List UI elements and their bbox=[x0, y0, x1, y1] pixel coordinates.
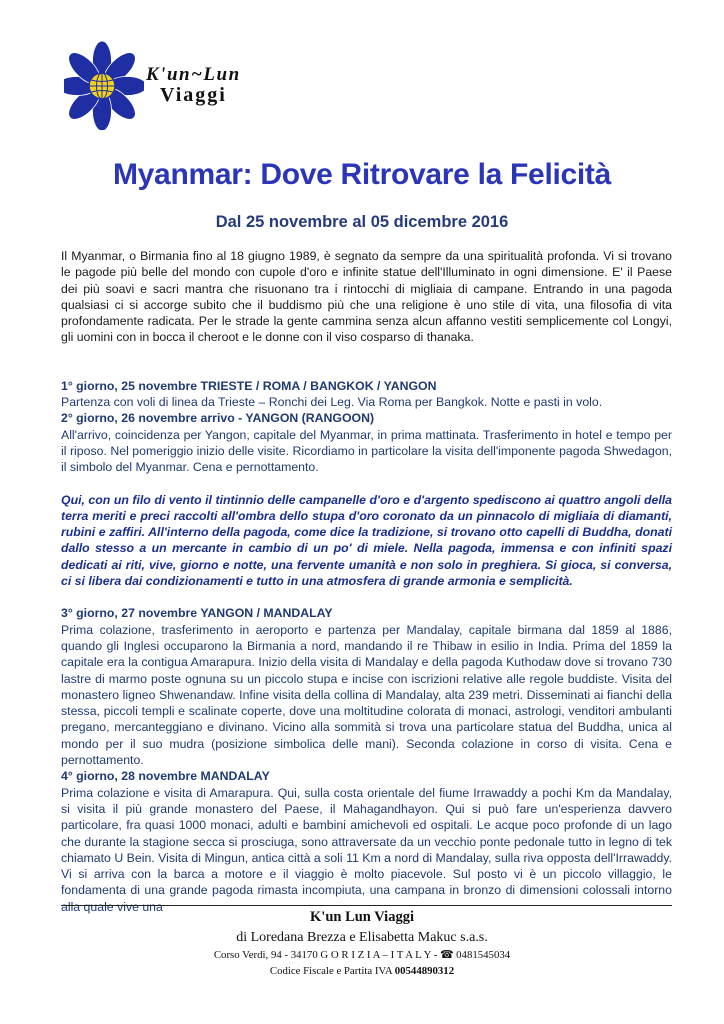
day-3-title: 3° giorno, 27 novembre YANGON / MANDALAY bbox=[61, 606, 333, 621]
logo-text-line1: K'un~Lun bbox=[146, 64, 241, 85]
day-1-body: Partenza con voli di linea da Trieste – Ronchi dei Leg. Via Roma per Bangkok. Notte e pasti in volo. bbox=[61, 395, 603, 410]
day-2-body: All'arrivo, coincidenza per Yangon, capitale del Myanmar, in prima mattinata. Trasferimento in hotel e tempo per il riposo. Nel pomeriggio inizio delle visite. Ricordiamo in particolare la visita dell'imponente pagoda Shwedagon, il simbolo del Myanmar. Cena e pernottamento. bbox=[61, 427, 672, 475]
company-logo bbox=[64, 40, 264, 130]
day-4-title: 4° giorno, 28 novembre MANDALAY bbox=[61, 769, 270, 784]
page-title: Myanmar: Dove Ritrovare la Felicità bbox=[112, 158, 612, 191]
footer-tax-line bbox=[0, 963, 724, 979]
telephone-icon: ☎ bbox=[440, 949, 454, 961]
day-3-body: Prima colazione, trasferimento in aeroporto e partenza per Mandalay, capitale birmana dal 1859 al 1886, quando gli Inglesi occuparono la Birmania a nord, mandando il re Thibaw in esilio in India. Prima del 1859 la capitale era la contigua Amarapura. Inizio della visita di Mandalay e della pagoda Kuthodaw dove si trovano 730 lastre di marmo poste ognuna su un piccolo stupa e incise con iscrizioni relative alle regole buddiste. Visita del monastero ligneo Shwenandaw. Infine visita della collina di Mandalay, alta 239 metri. Disseminati ai fianchi della stessa, piccoli templi e scalinate coperte, dove una moltitudine colorata di monaci, astrologi, venditori ambulanti pregano, mercanteggiano e divinano. Vicino alla sommità si trova una particolare statua del Buddha, unica al mondo per il suo mudra (posizione simbolica delle mani). Seconda colazione in corso di visita. Cena e pernottamento. bbox=[61, 622, 672, 768]
flower-logo-icon bbox=[64, 40, 144, 130]
spacer bbox=[61, 362, 672, 378]
footer-owners: di Loredana Brezza e Elisabetta Makuc s.a.s. bbox=[236, 930, 488, 945]
document-body bbox=[61, 248, 672, 915]
footer-tax-number: 00544890312 bbox=[394, 965, 455, 977]
footer-divider bbox=[61, 905, 672, 906]
shwedagon-quote: Qui, con un filo di vento il tintinnio delle campanelle d'oro e d'argento spediscono ai quattro angoli della terra meriti e preci raccolti all'ombra dello stupa d'oro coronato da un pinnacolo di migliaia di diamanti, rubini e zaffiri. All'interno della pagoda, come dice la tradizione, si trovano otto capelli di Buddha, donati dallo stesso a un mercante in cambio di un po' di miele. Nella pagoda, immensa e con infiniti spazi dedicati ai riti, vive, giorno e notte, una fervente umanità e non solo in preghiera. Si gioca, si conversa, ci si libera dai condizionamenti e tutto in una atmosfera di grande armonia e semplicità. bbox=[61, 492, 672, 589]
day-1-title: 1° giorno, 25 novembre TRIESTE / ROMA / BANGKOK / YANGON bbox=[61, 378, 437, 393]
day-4-body: Prima colazione e visita di Amarapura. Qui, sulla costa orientale del fiume Irrawaddy a pochi Km da Mandalay, si visita il più grande monastero del Paese, il Mahagandhayon. Qui si può fare un'esperienza davvero particolare, fra quasi 1000 monaci, adulti e bambini amichevoli ed ospitali. Le acque poco profonde di un lago che durante la stagione secca si prosciuga, sono attraversate da un vecchio ponte pedonale tutto in legno di tek chiamato U Bein. Visita di Mingun, antica città a soli 11 Km a nord di Mandalay, sulla riva opposta dell'Irrawaddy. Vi si arriva con la barca a motore e il viaggio è molto piacevole. Sul posto vi è un piccolo villaggio, le fondamenta di una grande pagoda rimasta incompiuta, una campana in bronzo di dimensioni colossali intorno alla quale vive una bbox=[61, 785, 672, 914]
footer-tax-label: Codice Fiscale e Partita IVA bbox=[269, 965, 395, 977]
footer-address: Corso Verdi, 94 - 34170 G O R I Z I A – I T A L Y - bbox=[213, 949, 438, 961]
day-2-title: 2° giorno, 26 novembre arrivo - YANGON (RANGOON) bbox=[61, 411, 375, 426]
spacer bbox=[61, 589, 672, 605]
spacer bbox=[61, 476, 672, 492]
footer-address-line bbox=[0, 947, 724, 963]
footer-company-name: K'un Lun Viaggi bbox=[310, 909, 414, 925]
date-subtitle: Dal 25 novembre al 05 dicembre 2016 bbox=[215, 213, 509, 231]
logo-text-line2: Viaggi bbox=[160, 84, 227, 106]
intro-paragraph: Il Myanmar, o Birmania fino al 18 giugno 1989, è segnato da sempre da una spiritualità profonda. Vi si trovano le pagode più belle del mondo con cupole d'oro e infinite statue dell'Illuminato in ogni dimensione. E' il Paese dei più soavi e sacri mantra che risuonano tra i rintocchi di migliaia di campane. Entrando in una pagoda qualsiasi ci si accorge subito che il buddismo più che una religione è uno stile di vita, una filosofia di vita profondamente radicata. Per le strade la gente cammina senza alcun affanno vestiti semplicemente col Longyi, gli uomini con in bocca il cheroot e le donne con il viso cosparso di thanaka. bbox=[61, 249, 672, 345]
page-footer bbox=[0, 907, 724, 979]
footer-phone: 0481545034 bbox=[453, 949, 511, 961]
